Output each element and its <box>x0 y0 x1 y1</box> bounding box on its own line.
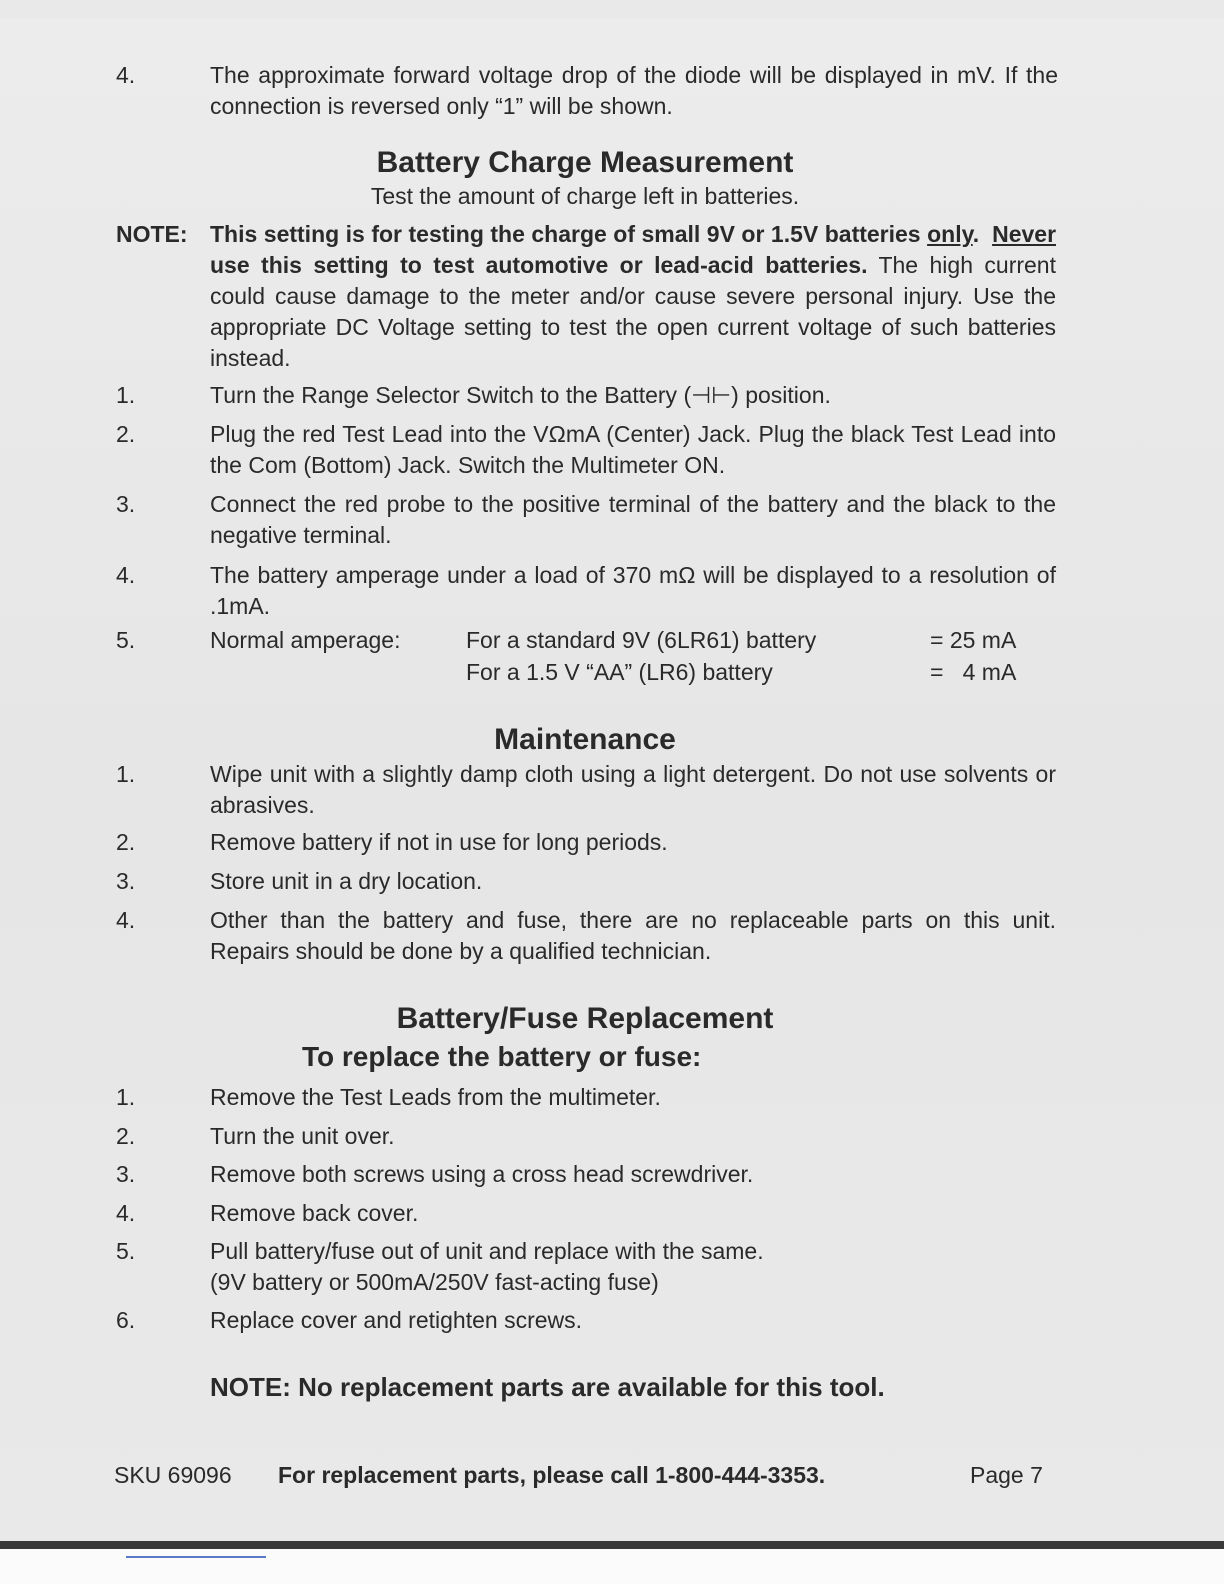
list-item-text: Pull battery/fuse out of unit and replace with the same. <box>210 1238 764 1264</box>
footer-page-number: Page 7 <box>970 1462 1043 1488</box>
footer-sku: SKU 69096 <box>114 1462 232 1488</box>
list-number: 5. <box>116 1238 136 1264</box>
list-item-text: The approximate forward voltage drop of the diode will be displayed in mV. If the connection is reversed only “1” will be shown. <box>210 62 1058 119</box>
note-only: only <box>927 221 973 247</box>
list-number: 4. <box>116 562 136 588</box>
list-number: 2. <box>116 1123 136 1149</box>
section-title-maintenance: Maintenance <box>494 723 676 756</box>
list-number: 4. <box>116 62 136 88</box>
list-item-subtext: (9V battery or 500mA/250V fast-acting fuse) <box>210 1269 659 1295</box>
section-subtitle-replacement: To replace the battery or fuse: <box>302 1041 702 1072</box>
list-number: 4. <box>116 1200 136 1226</box>
list-item-text: Remove the Test Leads from the multimeter. <box>210 1084 661 1110</box>
section-title-battery: Battery Charge Measurement <box>376 146 794 179</box>
list-number: 4. <box>116 907 136 933</box>
bottom-strip <box>0 1549 1224 1584</box>
amperage-value: = 25 mA <box>930 627 1017 653</box>
footer-call: For replacement parts, please call 1-800-444-3353. <box>278 1462 826 1488</box>
note-plain-text: The high current could cause damage to the meter and/or cause severe personal injury. Use the appropriate DC Voltage setting to test the open current voltage of such batteries instead. <box>210 252 1056 371</box>
list-item-text: Connect the red probe to the positive terminal of the battery and the black to the negative terminal. <box>210 491 1056 548</box>
replacement-note: NOTE: No replacement parts are available for this tool. <box>210 1372 885 1402</box>
list-item-text: Normal amperage: <box>210 627 401 653</box>
section-subtitle-battery: Test the amount of charge left in batteries. <box>370 183 800 209</box>
list-number: 6. <box>116 1307 136 1333</box>
list-item-text: Plug the red Test Lead into the VΩmA (Center) Jack. Plug the black Test Lead into the Com (Bottom) Jack. Switch the Multimeter ON. <box>210 421 1056 478</box>
list-item-text: The battery amperage under a load of 370 mΩ will be displayed to a resolution of .1mA. <box>210 562 1056 619</box>
note-period: . <box>972 221 980 247</box>
list-item-text: Other than the battery and fuse, there are no replaceable parts on this unit. Repairs should be done by a qualified technician. <box>210 907 1056 964</box>
list-number: 1. <box>116 382 136 408</box>
list-item-text: Remove battery if not in use for long periods. <box>210 829 668 855</box>
list-number: 3. <box>116 491 136 517</box>
list-item-text: Turn the unit over. <box>210 1123 395 1149</box>
scan-edge <box>0 1541 1224 1549</box>
amperage-label: For a 1.5 V “AA” (LR6) battery <box>466 659 773 685</box>
list-number: 2. <box>116 421 136 447</box>
list-number: 1. <box>116 761 136 787</box>
list-item-text: Wipe unit with a slightly damp cloth using a light detergent. Do not use solvents or abrasives. <box>210 761 1056 818</box>
list-number: 3. <box>116 1161 136 1187</box>
list-number: 1. <box>116 1084 136 1110</box>
list-item-text: Remove back cover. <box>210 1200 419 1226</box>
note-bold-text-2: use this setting to test automotive or lead-acid batteries. <box>210 252 868 278</box>
amperage-label: For a standard 9V (6LR61) battery <box>466 627 817 653</box>
list-item-text: Replace cover and retighten screws. <box>210 1307 583 1333</box>
list-number: 2. <box>116 829 136 855</box>
bottom-tab-line <box>126 1556 266 1558</box>
note-bold-text: This setting is for testing the charge of small 9V or 1.5V batteries <box>210 221 921 247</box>
list-item-text: Turn the Range Selector Switch to the Battery (⊣⊢) position. <box>210 382 831 408</box>
note-label: NOTE: <box>116 221 188 247</box>
amperage-value: = 4 mA <box>930 659 1017 685</box>
list-number: 5. <box>116 627 136 653</box>
list-item-text: Remove both screws using a cross head screwdriver. <box>210 1161 754 1187</box>
list-item-text: Store unit in a dry location. <box>210 868 483 894</box>
battery-note <box>210 219 1056 374</box>
note-never: Never <box>992 221 1057 247</box>
list-number: 3. <box>116 868 136 894</box>
section-title-replacement: Battery/Fuse Replacement <box>396 1002 774 1035</box>
